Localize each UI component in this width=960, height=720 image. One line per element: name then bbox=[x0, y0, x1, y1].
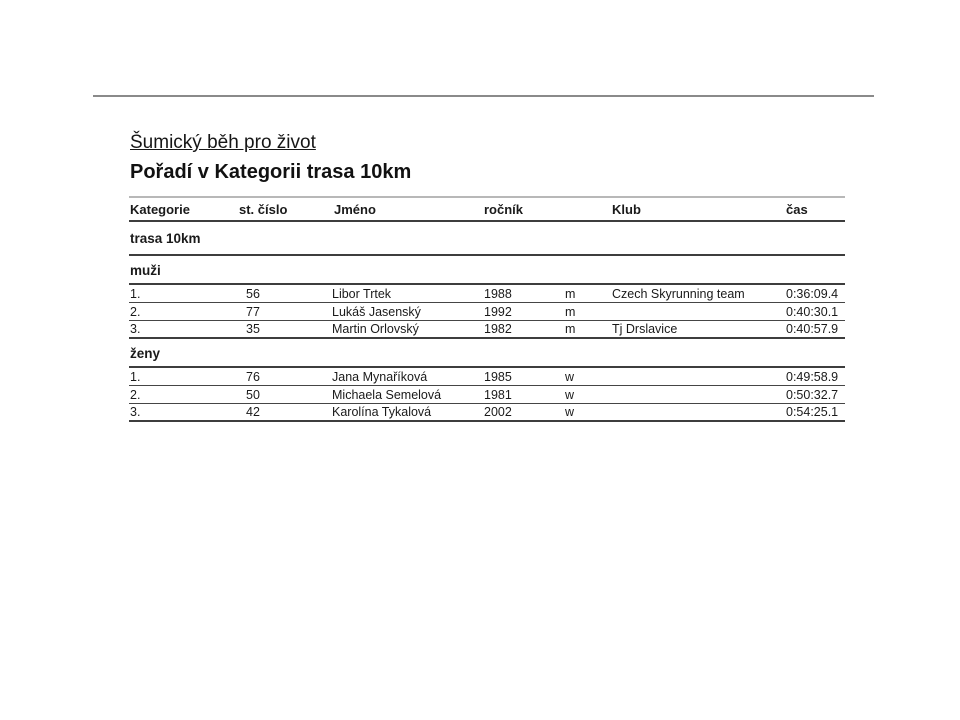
header-cell-rocnik: ročník bbox=[484, 201, 524, 217]
name-cell: Martin Orlovský bbox=[332, 322, 419, 336]
year-cell: 1985 bbox=[484, 369, 512, 384]
rank-cell: 3. bbox=[130, 322, 141, 336]
sex-cell: w bbox=[565, 387, 575, 402]
time-cell: 0:36:09.4 bbox=[786, 286, 839, 301]
time-cell: 0:49:58.9 bbox=[786, 369, 839, 384]
bib-cell: 56 bbox=[246, 286, 260, 301]
header-cell-klub: Klub bbox=[612, 201, 641, 217]
result-row bbox=[129, 321, 845, 339]
year-cell: 1982 bbox=[484, 322, 512, 336]
year-cell: 1981 bbox=[484, 387, 512, 402]
club-cell: Czech Skyrunning team bbox=[612, 286, 745, 301]
sex-cell: m bbox=[565, 322, 576, 336]
time-cell: 0:50:32.7 bbox=[786, 387, 839, 402]
rank-cell: 2. bbox=[130, 304, 141, 319]
bib-cell: 76 bbox=[246, 369, 260, 384]
rank-cell: 3. bbox=[130, 405, 141, 419]
result-row bbox=[129, 303, 845, 321]
time-cell: 0:40:30.1 bbox=[786, 304, 839, 319]
name-cell: Lukáš Jasenský bbox=[332, 304, 421, 319]
section-title: ženy bbox=[130, 346, 161, 361]
rank-cell: 1. bbox=[130, 286, 141, 301]
header-cell-st-cislo: st. číslo bbox=[239, 201, 288, 217]
name-cell: Libor Trtek bbox=[332, 286, 392, 301]
year-cell: 1992 bbox=[484, 304, 512, 319]
result-row bbox=[129, 404, 845, 422]
page-subtitle: Pořadí v Kategorii trasa 10km bbox=[130, 161, 412, 183]
sex-cell: w bbox=[565, 369, 575, 384]
sex-cell: m bbox=[565, 286, 576, 301]
result-row bbox=[129, 368, 845, 386]
result-row bbox=[129, 386, 845, 404]
bib-cell: 35 bbox=[246, 322, 260, 336]
bib-cell: 77 bbox=[246, 304, 260, 319]
club-cell: Tj Drslavice bbox=[612, 322, 678, 336]
section-header-zeny bbox=[129, 339, 845, 368]
bib-cell: 50 bbox=[246, 387, 260, 402]
slide-divider-line bbox=[93, 95, 874, 97]
rank-cell: 1. bbox=[130, 369, 141, 384]
section-header-muzi bbox=[129, 256, 845, 285]
group-header-trasa-10km bbox=[129, 222, 845, 256]
table-header-row bbox=[129, 196, 845, 222]
page-title: Šumický běh pro život bbox=[130, 132, 316, 153]
rank-cell: 2. bbox=[130, 387, 141, 402]
time-cell: 0:40:57.9 bbox=[786, 322, 839, 336]
header-cell-jmeno: Jméno bbox=[334, 201, 376, 217]
header-cell-kategorie: Kategorie bbox=[130, 201, 190, 217]
section-title: muži bbox=[130, 263, 161, 278]
results-table bbox=[129, 196, 845, 422]
year-cell: 2002 bbox=[484, 405, 512, 419]
header-cell-cas: čas bbox=[786, 201, 808, 217]
time-cell: 0:54:25.1 bbox=[786, 405, 839, 419]
bib-cell: 42 bbox=[246, 405, 260, 419]
sex-cell: m bbox=[565, 304, 576, 319]
year-cell: 1988 bbox=[484, 286, 512, 301]
name-cell: Karolína Tykalová bbox=[332, 405, 432, 419]
result-row bbox=[129, 285, 845, 303]
name-cell: Michaela Semelová bbox=[332, 387, 442, 402]
sex-cell: w bbox=[565, 405, 575, 419]
name-cell: Jana Mynaříková bbox=[332, 369, 428, 384]
group-title: trasa 10km bbox=[130, 230, 201, 246]
